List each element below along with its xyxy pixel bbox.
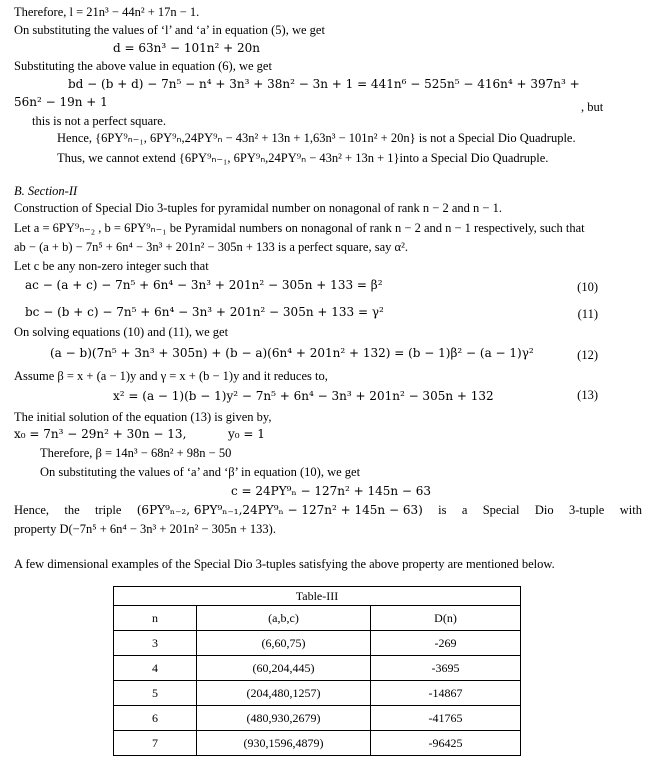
word: Dio [534,503,554,517]
word: a [461,503,468,517]
word: triple [95,503,122,517]
equation-number: (11) [577,307,598,321]
table-row [114,706,521,731]
equation-number: (13) [577,388,598,402]
text-line-hence: Hence, {6PY⁹ₙ₋₁, 6PY⁹ₙ,24PY⁹ₙ − 43n² + 13n + 1,63n³ − 101n² + 20n} is not a Special Dio Quadruple. [57,131,576,145]
cell-n: 7 [114,731,197,756]
equation-beta: Therefore, β = 14n³ − 68n² + 98n − 50 [40,446,232,460]
cell-dn: -14867 [371,681,521,706]
triple-expression: (6PY⁹ₙ₋₂, 6PY⁹ₙ₋₁,24PY⁹ₙ − 127n² + 145n − 63) [136,503,423,517]
table-row [114,631,521,656]
word: is [438,503,447,517]
cell-n: 4 [114,656,197,681]
cell-abc: (60,204,445) [197,656,371,681]
text-line: this is not a perfect square. [32,114,166,128]
cell-dn: -3695 [371,656,521,681]
cell-abc: (480,930,2679) [197,706,371,731]
table-row [114,681,521,706]
text-line: Substituting the above value in equation (6), we get [14,59,272,73]
text-line: Construction of Special Dio 3-tuples for pyramidal number on nonagonal of rank n − 2 and n − 1. [14,201,502,215]
cell-abc: (6,60,75) [197,631,371,656]
table-header-row [114,606,521,631]
equation-number: (12) [577,348,598,362]
equation-11: bc − (b + c) − 7n⁵ + 6n⁴ − 3n³ + 201n² − 305n + 133 = γ² [25,305,384,319]
equation-x0: x₀ = 7n³ − 29n² + 30n − 13, [14,427,187,441]
equation-bd-continued: 56n² − 19n + 1 [14,95,108,109]
text-line: Let a = 6PY⁹ₙ₋₂ , b = 6PY⁹ₙ₋₁ be Pyramidal numbers on nonagonal of rank n − 2 and n − 1 respectively, such that [14,221,585,235]
cell-n: 3 [114,631,197,656]
text-line: Let c be any non-zero integer such that [14,259,209,273]
text-line-property: property D(−7n⁵ + 6n⁴ − 3n³ + 201n² − 305n + 133). [14,522,276,536]
text-line-thus: Thus, we cannot extend {6PY⁹ₙ₋₁, 6PY⁹ₙ,24PY⁹ₙ − 43n² + 13n + 1}into a Special Dio Quadruple. [57,151,549,165]
text-fragment: , but [581,100,604,114]
table-row [114,656,521,681]
text-line: The initial solution of the equation (13) is given by, [14,410,272,424]
cell-dn: -96425 [371,731,521,756]
equation-12: (a − b)(7n⁵ + 3n³ + 305n) + (b − a)(6n⁴ + 201n² + 132) = (b − 1)β² − (a − 1)γ² [50,346,534,360]
equation-bd: bd − (b + d) − 7n⁵ − n⁴ + 3n³ + 38n² − 3n + 1 = 441n⁶ − 525n⁵ − 416n⁴ + 397n³ + [68,77,580,91]
section-heading: B. Section-II [14,184,78,198]
cell-dn: -41765 [371,706,521,731]
header-abc: (a,b,c) [197,606,371,631]
table-title: Table-III [114,587,521,606]
justified-line [14,502,642,518]
text-line: On solving equations (10) and (11), we get [14,325,229,339]
table-row [114,731,521,756]
cell-n: 6 [114,706,197,731]
text-line: A few dimensional examples of the Special Dio 3-tuples satisfying the above property are mentioned below. [14,557,555,571]
equation-c: c = 24PY⁹ₙ − 127n² + 145n − 63 [231,484,432,498]
text-line: ab − (a + b) − 7n⁵ + 6n⁴ − 3n³ + 201n² − 305n + 133 is a perfect square, say α². [14,240,408,254]
equation-10: ac − (a + c) − 7n⁵ + 6n⁴ − 3n³ + 201n² − 305n + 133 = β² [25,278,383,292]
word: 3-tuple [568,503,605,517]
equation-y0: y₀ = 1 [228,427,265,441]
text-line: Therefore, l = 21n³ − 44n² + 17n − 1. [14,5,200,19]
word: the [64,503,80,517]
text-line: Assume β = x + (a − 1)y and γ = x + (b − 1)y and it reduces to, [14,369,328,383]
text-line: On substituting the values of ‘a’ and ‘β’ in equation (10), we get [40,465,361,479]
text-line: On substituting the values of ‘l’ and ‘a’ in equation (5), we get [14,23,325,37]
cell-dn: -269 [371,631,521,656]
cell-abc: (930,1596,4879) [197,731,371,756]
header-n: n [114,606,197,631]
word: Hence, [14,503,50,517]
equation-13: x² = (a − 1)(b − 1)y² − 7n⁵ + 6n⁴ − 3n³ + 201n² − 305n + 132 [113,389,494,403]
word: Special [482,503,520,517]
cell-abc: (204,480,1257) [197,681,371,706]
cell-n: 5 [114,681,197,706]
header-dn: D(n) [371,606,521,631]
equation-d: d = 63n³ − 101n² + 20n [113,41,260,55]
table-iii [113,586,521,756]
equation-number: (10) [577,280,598,294]
word: with [619,503,642,517]
